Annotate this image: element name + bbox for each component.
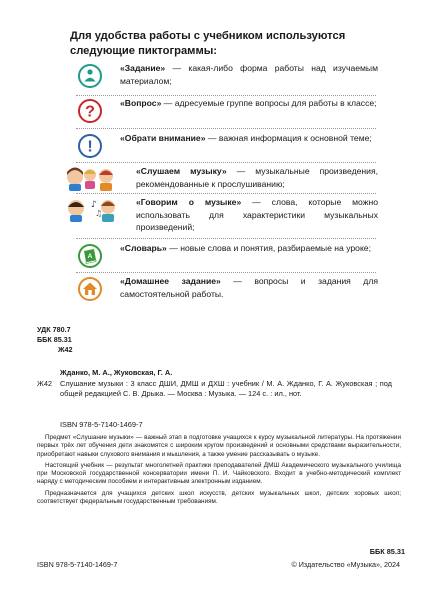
legend-text-talk: «Говорим о музыке» — слова, которые можно использовать для характеристики музыкальных произведений; (136, 197, 378, 232)
bbk-code: ББК 85.31 (37, 335, 72, 344)
author-mark: Ж42 (58, 345, 73, 354)
divider (76, 272, 376, 273)
talk-icon (64, 196, 118, 222)
svg-text:A: A (87, 253, 93, 260)
annotation-paragraph: Предназначается для учащихся детских школ искусств, детских музыкальных школ, детских хоровых школ; соответствует федеральным государственным требованиям. (37, 489, 401, 506)
divider (76, 193, 376, 194)
bib-authors: Жданко, М. А., Жуковская, Г. А. (60, 368, 173, 377)
dictionary-icon (78, 244, 102, 268)
svg-text:?: ? (85, 103, 95, 121)
legend-text-question: «Вопрос» — адресуемые группе вопросы для работы в классе; (120, 98, 377, 108)
divider (76, 95, 376, 96)
svg-text:!: ! (87, 138, 93, 156)
legend-text-dictionary: «Словарь» — новые слова и понятия, разбираемые на уроке; (120, 243, 371, 253)
task-icon (78, 64, 102, 88)
svg-text:♪: ♪ (91, 200, 97, 210)
footer-copyright: © Издательство «Музыка», 2024 (291, 560, 400, 569)
footer-bbk: ББК 85.31 (369, 547, 405, 556)
annotation-paragraph: Настоящий учебник — результат многолетней практики преподавателей ДМШ Академического музыкального училища при Московской государственной консерватории имени П. И. Чайковского. Входит в учебно-методический комплект наряду с методическим пособием и интерактивным электронным изданием. (37, 461, 401, 486)
annotation (37, 434, 401, 509)
legend-text-listen: «Слушаем музыку» — музыкальные произведения, рекомендованные к прослушиванию; (136, 166, 378, 189)
bib-author-mark: Ж42 (37, 379, 53, 388)
footer-isbn: ISBN 978-5-7140-1469-7 (37, 560, 118, 569)
listen-icon (64, 165, 118, 191)
divider (76, 162, 376, 163)
intro-heading: Для удобства работы с учебником используются следующие пиктограммы: (70, 30, 346, 57)
homework-icon (78, 277, 102, 301)
svg-text:♫: ♫ (95, 209, 103, 218)
divider (76, 238, 376, 239)
bib-description: Слушание музыки : 3 класс ДШИ, ДМШ и ДХШ : учебник / М. А. Жданко, Г. А. Жуковская ; под общей редакцией С. В. Дрыка. — Москва : Музыка. — 124 с. : ил., нот. (60, 379, 392, 399)
legend-text-attention: «Обрати внимание» — важная информация к основной теме; (120, 133, 372, 143)
legend-text-homework: «Домашнее задание» — вопросы и задания для самостоятельной работы. (120, 276, 378, 299)
udk-code: УДК 780.7 (37, 325, 71, 334)
legend-text-task: «Задание» — какая-либо форма работы над изучаемым материалом; (120, 63, 378, 86)
question-icon (78, 99, 102, 123)
divider (76, 128, 376, 129)
annotation-paragraph: Предмет «Слушание музыки» — важный этап в подготовке учащихся к курсу музыкальной литературы. На протяжении первых трёх лет обучения дети знакомятся с широким кругом произведений и основными средствами выразительности, приобретают навыки слухового внимания и мышления, а также умение рассказывать о музыке. (37, 434, 401, 458)
classification-codes (37, 325, 73, 355)
attention-icon (78, 134, 102, 158)
bib-isbn: ISBN 978-5-7140-1469-7 (60, 420, 143, 429)
